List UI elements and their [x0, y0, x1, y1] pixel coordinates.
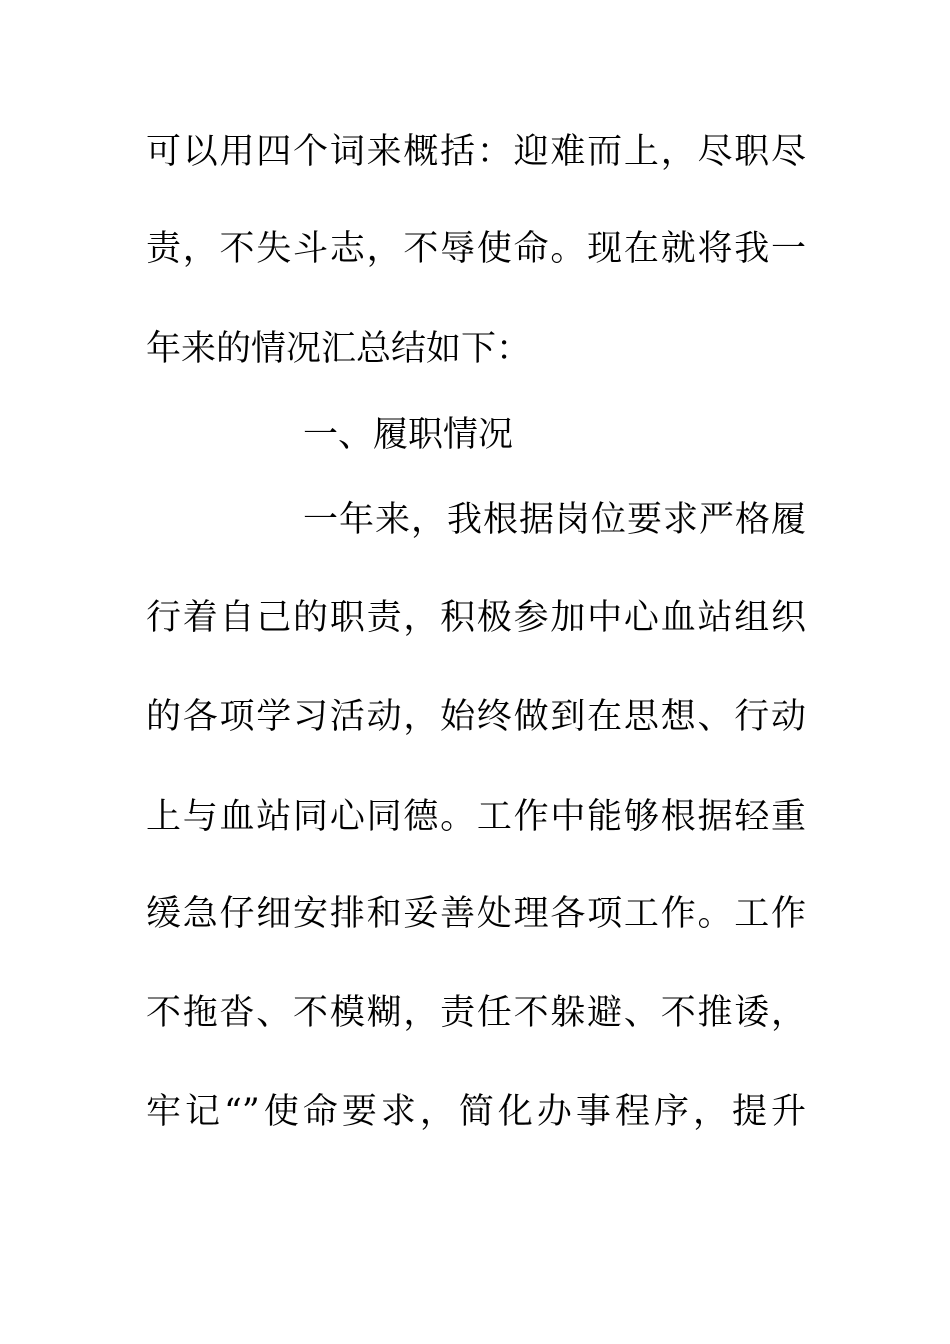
body-text-line: 上与血站同心同德。工作中能够根据轻重: [146, 797, 806, 837]
body-text-line: 的各项学习活动，始终做到在思想、行动: [146, 697, 806, 737]
body-text-line: 不拖沓、不模糊，责任不躲避、不推诿，: [146, 993, 806, 1033]
body-text-line: 可以用四个词来概括：迎难而上，尽职尽: [146, 132, 806, 172]
body-text-line: 缓急仔细安排和妥善处理各项工作。工作: [146, 894, 806, 934]
body-text-line: 年来的情况汇总结如下：: [146, 329, 532, 369]
paragraph-first-line: 一年来，我根据岗位要求严格履: [303, 500, 806, 540]
body-text-line: 责，不失斗志，不辱使命。现在就将我一: [146, 229, 806, 269]
section-heading: 一、履职情况: [303, 415, 514, 455]
body-text-line: 牢记“”使命要求，简化办事程序，提升: [146, 1092, 806, 1132]
body-text-line: 行着自己的职责，积极参加中心血站组织: [146, 598, 806, 638]
